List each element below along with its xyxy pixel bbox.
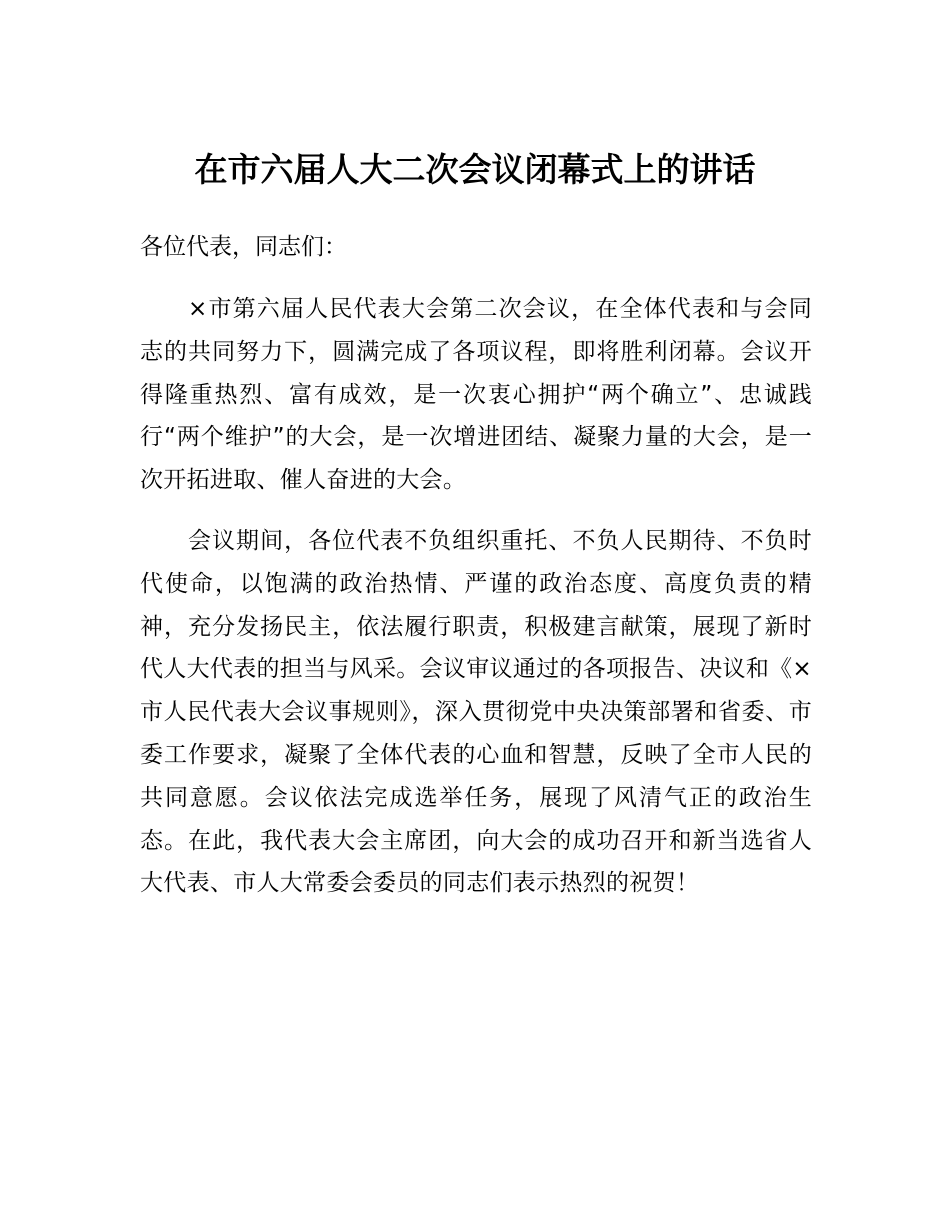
paragraph-1: ×市第六届人民代表大会第二次会议，在全体代表和与会同志的共同努力下，圆满完成了各项议程，即将胜利闭幕。会议开得隆重热烈、富有成效，是一次衷心拥护“两个确立”、忠诚践行“两个维护”的大会，是一次增进团结、凝聚力量的大会，是一次开拓进取、催人奋进的大会。	[140, 296, 812, 494]
document-body	[140, 226, 812, 923]
paragraph-2: 会议期间，各位代表不负组织重托、不负人民期待、不负时代使命，以饱满的政治热情、严谨的政治态度、高度负责的精神，充分发扬民主，依法履行职责，积极建言献策，展现了新时代人大代表的担当与风采。会议审议通过的各项报告、决议和《×市人民代表大会议事规则》，深入贯彻党中央决策部署和省委、市委工作要求，凝聚了全体代表的心血和智慧，反映了全市人民的共同意愿。会议依法完成选举任务，展现了风清气正的政治生态。在此，我代表大会主席团，向大会的成功召开和新当选省人大代表、市人大常委会委员的同志们表示热烈的祝贺！	[140, 527, 812, 897]
salutation: 各位代表，同志们：	[140, 234, 347, 260]
page-title: 在市六届人大二次会议闭幕式上的讲话	[194, 150, 756, 189]
